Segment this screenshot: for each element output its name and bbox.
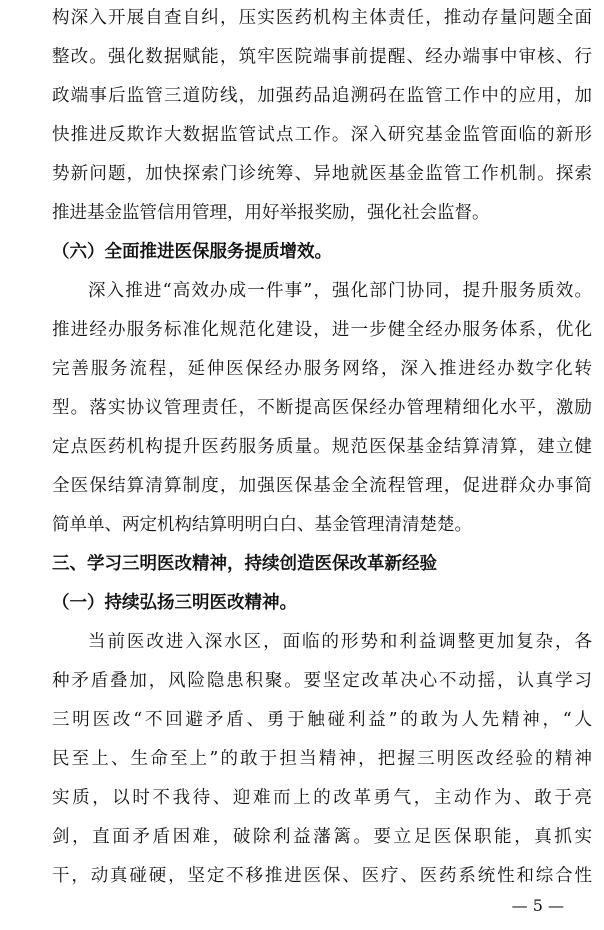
body-line: 型。落实协议管理责任，不断提高医保经办管理精细化水平，激励: [52, 398, 592, 418]
section-heading-6: （六）全面推进医保服务提质增效。: [52, 242, 332, 262]
section-heading-1: （一）持续弘扬三明医改精神。: [52, 593, 297, 613]
paragraph-first-line: 深入推进“高效办成一件事”，强化部门协同，提升服务质效。: [88, 281, 592, 301]
body-line: 完善服务流程，延伸医保经办服务网络，深入推进经办数字化转: [52, 359, 592, 379]
body-line: 干，动真碰硬，坚定不移推进医保、医疗、医药系统性和综合性: [52, 866, 592, 886]
page-number: — 5 —: [511, 896, 564, 915]
body-line: 推进基金监管信用管理，用好举报奖励，强化社会监督。: [52, 203, 490, 223]
body-line: 政端事后监管三道防线，加强药品追溯码在监管工作中的应用，加: [52, 86, 592, 106]
body-line: 构深入开展自查自纠，压实医药机构主体责任，推动存量问题全面: [52, 8, 592, 28]
body-line: 快推进反欺诈大数据监管试点工作。深入研究基金监管面临的新形: [52, 125, 592, 145]
body-line: 实质，以时不我待、迎难而上的改革勇气，主动作为、敢于亮: [52, 788, 592, 808]
chapter-heading-3: 三、学习三明医改精神，持续创造医保改革新经验: [52, 554, 437, 574]
body-line: 势新问题，加快探索门诊统筹、异地就医基金监管工作机制。探索: [52, 164, 592, 184]
body-line: 三明医改“不回避矛盾、勇于触碰利益”的敢为人先精神，“人: [52, 710, 592, 730]
body-line: 定点医药机构提升医药服务质量。规范医保基金结算清算，建立健: [52, 437, 592, 457]
paragraph-first-line: 当前医改进入深水区，面临的形势和利益调整更加复杂，各: [88, 632, 592, 652]
body-line: 种矛盾叠加，风险隐患积聚。要坚定改革决心不动摇，认真学习: [52, 671, 592, 691]
body-line: 整改。强化数据赋能，筑牢医院端事前提醒、经办端事中审核、行: [52, 47, 592, 67]
body-line: 简单单、两定机构结算明明白白、基金管理清清楚楚。: [52, 515, 472, 535]
body-line: 剑，直面矛盾困难，破除利益藩篱。要立足医保职能，真抓实: [52, 827, 592, 847]
body-line: 推进经办服务标准化规范化建设，进一步健全经办服务体系，优化: [52, 320, 592, 340]
body-line: 民至上、生命至上”的敢于担当精神，把握三明医改经验的精神: [52, 749, 592, 769]
body-line: 全医保结算清算制度，加强医保基金全流程管理，促进群众办事简: [52, 476, 592, 496]
